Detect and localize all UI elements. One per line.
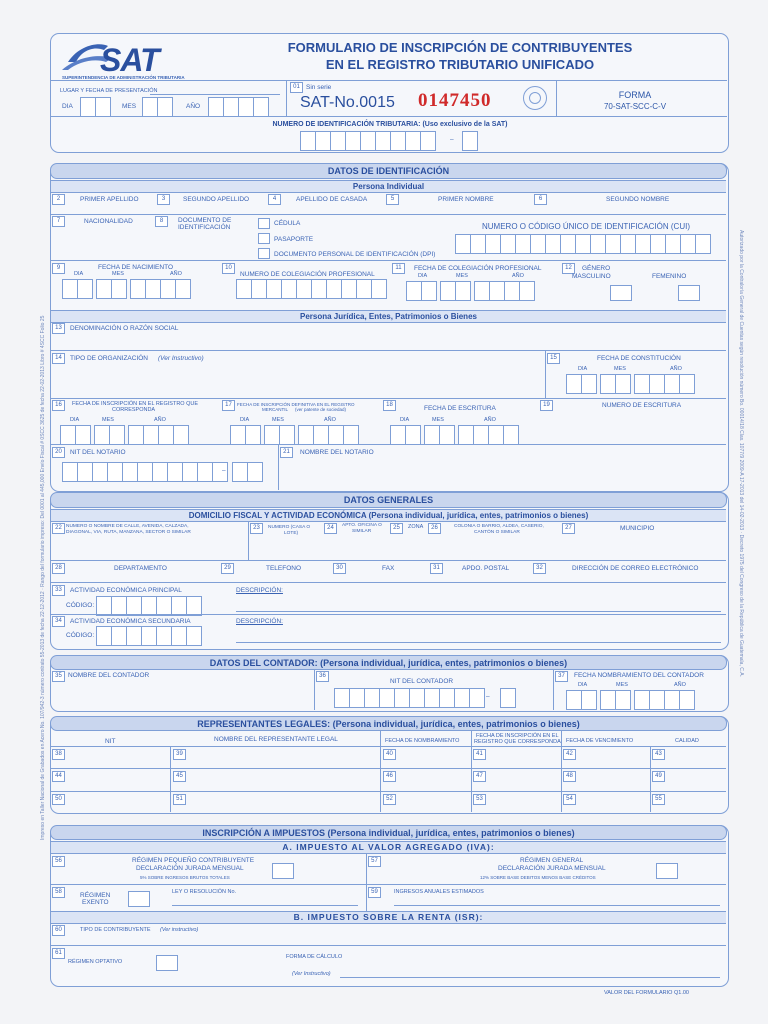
num-colegiacion-label: NUMERO DE COLEGIACIÓN PROFESIONAL: [240, 271, 375, 278]
departamento-label: DEPARTAMENTO: [114, 565, 167, 572]
form-title-2: EN EL REGISTRO TRIBUTARIO UNIFICADO: [325, 57, 595, 72]
tipo-contribuyente-label: TIPO DE CONTRIBUYENTE: [80, 927, 151, 933]
mes-label: MES: [122, 103, 137, 110]
field-29-number: 29: [221, 563, 234, 574]
pasaporte-checkbox[interactable]: [258, 233, 270, 244]
documento-label-1: DOCUMENTO DE: [178, 217, 232, 224]
contador-vline-1: [314, 669, 315, 710]
field-21-number: 21: [280, 447, 293, 458]
nombre-notario-label: NOMBRE DEL NOTARIO: [300, 449, 374, 456]
ingresos-line: [394, 905, 720, 906]
codigo-secundaria-label: CÓDIGO:: [66, 632, 95, 639]
rep-row1-line: [51, 768, 726, 769]
fecha-constitucion-label: FECHA DE CONSTITUCIÓN: [597, 355, 681, 362]
optativo-checkbox[interactable]: [156, 955, 178, 971]
fecha-definitiva-boxes[interactable]: [230, 425, 358, 445]
header-divider: [50, 80, 727, 81]
denominacion-label: DENOMINACIÓN O RAZÓN SOCIAL: [70, 325, 179, 332]
representantes-title: REPRESENTANTES LEGALES: (Persona individual, jurídica, entes, patrimonios o bienes): [50, 716, 727, 731]
desc-secundaria-line: [236, 642, 721, 643]
fecha-contador-label: FECHA NOMBRAMIENTO DEL CONTADOR: [574, 672, 704, 679]
rep-fecha-inscripcion-header-1: FECHA DE INSCRIPCIÓN EN EL: [476, 733, 559, 739]
anio-label: AÑO: [186, 103, 201, 110]
field-39-number: 39: [173, 749, 186, 760]
fecha-inscripcion-boxes[interactable]: [60, 425, 188, 445]
field-25-number: 25: [390, 523, 403, 534]
nit-sat-check-box[interactable]: [462, 131, 477, 151]
general-label-2: DECLARACIÓN JURADA MENSUAL: [498, 865, 606, 872]
colonia-label-1: COLONIA O BARRIO, ALDEA, CASERIO,: [454, 524, 544, 529]
general-label-1: RÉGIMEN GENERAL: [520, 857, 584, 864]
field-45-number: 45: [173, 771, 186, 782]
field-7-number: 7: [52, 216, 65, 227]
field-50-number: 50: [52, 794, 65, 805]
nit-sat-label: NUMERO DE IDENTIFICACIÓN TRIBUTARIA: (Uso exclusivo de la SAT): [272, 121, 508, 128]
pequeno-label-1: RÉGIMEN PEQUEÑO CONTRIBUYENTE: [132, 857, 255, 864]
rep-fecha-nombramiento-header: FECHA DE NOMBRAMIENTO: [385, 738, 460, 744]
field-35-number: 35: [52, 671, 65, 682]
nit-notario-boxes[interactable]: [62, 462, 227, 482]
nit-contador-check-box[interactable]: [500, 688, 515, 708]
primer-nombre-label: PRIMER NOMBRE: [438, 196, 494, 203]
genero-label: GÉNERO: [582, 265, 611, 272]
municipio-label: MUNICIPIO: [620, 525, 655, 532]
col-anio-label: AÑO: [512, 273, 524, 279]
nac-anio-label: AÑO: [170, 271, 182, 277]
dpi-label: DOCUMENTO PERSONAL DE IDENTIFICACIÓN (DPI): [274, 251, 436, 258]
field-37-number: 37: [555, 671, 568, 682]
nit-contador-dash: –: [486, 693, 490, 700]
nac-mes-label: MES: [112, 271, 124, 277]
def-mes-label: MES: [272, 417, 284, 423]
g-row2-line: [51, 582, 726, 583]
def-anio-label: AÑO: [324, 417, 336, 423]
field-36-number: 36: [316, 671, 329, 682]
masculino-label: MASCULINO: [572, 273, 611, 280]
fecha-escritura-boxes[interactable]: [390, 425, 518, 445]
row14-line: [51, 398, 726, 399]
field-52-number: 52: [383, 794, 396, 805]
generales-title: DATOS GENERALES: [50, 492, 727, 508]
field-19-number: 19: [540, 400, 553, 411]
field-17-number: 17: [222, 400, 235, 411]
general-checkbox[interactable]: [656, 863, 678, 879]
dia-label: DIA: [62, 103, 73, 110]
security-seal-inner-icon: [529, 92, 541, 104]
telefono-label: TELEFONO: [266, 565, 302, 572]
esc-dia-label: DIA: [400, 417, 410, 423]
rep-fecha-inscripcion-header-2: REGISTRO QUE CORRESPONDA: [474, 739, 561, 745]
rep-header-line: [51, 746, 726, 747]
cui-label: NUMERO O CÓDIGO ÚNICO DE IDENTIFICACIÓN (CUI): [482, 222, 690, 231]
cont-mes-label: MES: [616, 682, 628, 688]
def-dia-label: DIA: [240, 417, 250, 423]
iva-row-line: [51, 884, 726, 885]
esc-anio-label: AÑO: [484, 417, 496, 423]
field-18-number: 18: [383, 400, 396, 411]
contador-vline-2: [553, 669, 554, 710]
actividad-principal-label: ACTIVIDAD ECONÓMICA PRINCIPAL: [70, 587, 182, 594]
juridica-title: Persona Jurídica, Entes, Patrimonios o Bienes: [51, 310, 726, 323]
actividad-secundaria-label: ACTIVIDAD ECONÓMICA SECUNDARIA: [70, 618, 191, 625]
field-40-number: 40: [383, 749, 396, 760]
insc-anio-label: AÑO: [154, 417, 166, 423]
codigo-principal-boxes[interactable]: [96, 596, 201, 616]
field-13-number: 13: [52, 323, 65, 334]
field-58-number: 58: [52, 887, 65, 898]
fecha-constitucion-boxes[interactable]: [566, 374, 694, 394]
col-mes-label: MES: [456, 273, 468, 279]
header-vdivider-2: [556, 80, 557, 116]
field-44-number: 44: [52, 771, 65, 782]
field-15-number: 15: [547, 353, 560, 364]
nit-contador-label: NIT DEL CONTADOR: [390, 678, 454, 685]
field-48-number: 48: [563, 771, 576, 782]
insc-dia-label: DIA: [70, 417, 80, 423]
descripcion-principal-label: DESCRIPCIÓN:: [236, 587, 283, 594]
field-60-number: 60: [52, 925, 65, 936]
field-49-number: 49: [652, 771, 665, 782]
tipo-organizacion-label: TIPO DE ORGANIZACIÓN: [70, 355, 149, 362]
logo-text: SAT: [100, 42, 159, 78]
nit-notario-check-box[interactable]: [232, 462, 262, 482]
ingresos-label: INGRESOS ANUALES ESTIMADOS: [394, 889, 484, 895]
dpi-checkbox[interactable]: [258, 248, 270, 259]
insc-mes-label: MES: [102, 417, 114, 423]
segundo-nombre-label: SEGUNDO NOMBRE: [606, 196, 670, 203]
fecha-nacimiento-label: FECHA DE NACIMIENTO: [98, 264, 174, 271]
lugar-line: [150, 94, 280, 95]
num-escritura-label: NUMERO DE ESCRITURA: [602, 402, 682, 409]
field-41-number: 41: [473, 749, 486, 760]
femenino-checkbox[interactable]: [678, 285, 700, 301]
field-59-number: 59: [368, 887, 381, 898]
tipo-contribuyente-instructivo: (Ver instructivo): [160, 927, 199, 933]
cont-anio-label: AÑO: [674, 682, 686, 688]
iva-vline: [366, 854, 367, 912]
field-31-number: 31: [430, 563, 443, 574]
persona-individual-title: Persona Individual: [51, 180, 726, 193]
exento-checkbox[interactable]: [128, 891, 150, 907]
cedula-checkbox[interactable]: [258, 218, 270, 229]
cui-boxes[interactable]: [455, 234, 710, 254]
isr-title: B. IMPUESTO SOBRE LA RENTA (ISR):: [51, 911, 726, 924]
field-55-number: 55: [652, 794, 665, 805]
field-28-number: 28: [52, 563, 65, 574]
ley-label: LEY O RESOLUCIÓN No.: [172, 889, 237, 895]
fecha-anio-boxes[interactable]: [208, 97, 268, 117]
domicilio-title: DOMICILIO FISCAL Y ACTIVIDAD ECONÓMICA (Persona individual, jurídica, entes, patrimonios o bienes): [51, 509, 726, 522]
nit-notario-dash: –: [222, 467, 226, 474]
const-mes-label: MES: [614, 366, 626, 372]
field-54-number: 54: [563, 794, 576, 805]
rep-nombre-header: NOMBRE DEL REPRESENTANTE LEGAL: [214, 736, 338, 743]
iva-title: A. IMPUESTO AL VALOR AGREGADO (IVA):: [51, 841, 726, 854]
field-9-number: 9: [52, 263, 65, 274]
codigo-secundaria-boxes[interactable]: [96, 626, 201, 646]
nit-contador-boxes[interactable]: [334, 688, 484, 708]
numero-casa-label-1: NUMERO (CASA O: [268, 525, 311, 530]
fax-label: FAX: [382, 565, 395, 572]
esc-mes-label: MES: [432, 417, 444, 423]
const-dia-label: DIA: [578, 366, 588, 372]
valor-formulario: VALOR DEL FORMULARIO Q1.00: [604, 990, 689, 996]
row2-line: [51, 260, 726, 261]
isr-row-line: [51, 945, 726, 946]
g-vline-23: [248, 522, 249, 560]
row14-vline: [545, 350, 546, 398]
header-divider-2: [50, 116, 727, 117]
pequeno-label-3: 5% SOBRE INGRESOS BRUTOS TOTALES: [140, 875, 230, 880]
colonia-label-2: CANTÓN O SIMILAR: [474, 530, 520, 535]
fecha-inscripcion-label-1: FECHA DE INSCRIPCIÓN EN EL REGISTRO QUE: [72, 401, 199, 407]
field-12-number: 12: [562, 263, 575, 274]
fecha-escritura-label: FECHA DE ESCRITURA: [424, 405, 496, 412]
field-42-number: 42: [563, 749, 576, 760]
field-57-number: 57: [368, 856, 381, 867]
descripcion-secundaria-label: DESCRIPCIÓN:: [236, 618, 283, 625]
row1-line: [51, 214, 726, 215]
nit-notario-label: NIT DEL NOTARIO: [70, 449, 126, 456]
field-27-number: 27: [562, 523, 575, 534]
exento-label: EXENTO: [82, 899, 109, 906]
form-title-1: FORMULARIO DE INSCRIPCIÓN DE CONTRIBUYENTES: [287, 40, 633, 55]
row16-line: [51, 444, 726, 445]
sat-logo: [60, 40, 190, 78]
rep-row2-line: [51, 791, 726, 792]
field-26-number: 26: [428, 523, 441, 534]
field-6-number: 6: [534, 194, 547, 205]
row20-vline: [278, 444, 279, 490]
fecha-dia-boxes[interactable]: [80, 97, 110, 117]
header-vdivider: [286, 80, 287, 116]
codigo-principal-label: CÓDIGO:: [66, 602, 95, 609]
field-10-number: 10: [222, 263, 235, 274]
regimen-label: RÉGIMEN: [80, 892, 111, 899]
field-4-number: 4: [268, 194, 281, 205]
forma-calculo-line: [340, 977, 720, 978]
field-43-number: 43: [652, 749, 665, 760]
apellido-casada-label: APELLIDO DE CASADA: [296, 196, 368, 203]
left-margin-imprint: Impreso en Taller Nacional de Grabados en Acero No. 107/942-3 número contrato 55-2013 de fecha 22-12-2012 · Rango del formulario impreso: Del 0001 al 445,000 Envío Fiscal # 0SCC 3625 de fecha 22-02-2013 Libro # 4SCC Folio 25: [40, 315, 46, 840]
sat-no-label: SAT-No.0015: [300, 94, 395, 111]
impuestos-title: INSCRIPCIÓN A IMPUESTOS (Persona individual, jurídica, entes, patrimonios o bienes): [50, 825, 727, 840]
rep-fecha-vencimiento-header: FECHA DE VENCIMIENTO: [566, 738, 634, 744]
fecha-colegiacion-boxes[interactable]: [406, 281, 534, 301]
identificacion-title: DATOS DE IDENTIFICACIÓN: [50, 163, 727, 179]
field-47-number: 47: [473, 771, 486, 782]
fecha-definitiva-label-1: FECHA DE INSCRIPCIÓN DEFINITIVA EN EL REGISTRO: [237, 402, 355, 407]
cedula-label: CÉDULA: [274, 220, 301, 227]
field-38-number: 38: [52, 749, 65, 760]
field-34-number: 34: [52, 616, 65, 627]
field-8-number: 8: [155, 216, 168, 227]
field-51-number: 51: [173, 794, 186, 805]
zona-label: ZONA: [408, 524, 424, 530]
documento-label-2: IDENTIFICACIÓN: [178, 224, 231, 231]
fecha-definitiva-label-2: MERCANTIL: [262, 407, 289, 412]
lugar-fecha-label: LUGAR Y FECHA DE PRESENTACIÓN: [60, 88, 158, 94]
correo-label: DIRECCIÓN DE CORREO ELECTRÓNICO: [572, 565, 699, 572]
calle-label-2: DIAGONAL, VIA, RUTA, MANZANA, SECTOR O SIMILAR: [66, 530, 191, 535]
col-dia-label: DIA: [418, 273, 428, 279]
field-2-number: 2: [52, 194, 65, 205]
tipo-org-instructivo: (Ver Instructivo): [158, 355, 204, 362]
right-margin-imprint: Autorizado por la Contraloría General de Cuentas según resolución número Bo. 00014/18 Clas. 1077/9 2009-A 17-2013 del 14-02-2013 · Decreto 1975 del Congreso de la República de Guatemala, C.A.: [738, 230, 744, 677]
segundo-apellido-label: SEGUNDO APELLIDO: [183, 196, 250, 203]
const-anio-label: AÑO: [670, 366, 682, 372]
forma-code: 70-SAT-SCC-C-V: [603, 102, 667, 111]
logo-subtitle: SUPERINTENDENCIA DE ADMINISTRACIÓN TRIBUTARIA: [62, 75, 185, 80]
pequeno-checkbox[interactable]: [272, 863, 294, 879]
field-46-number: 46: [383, 771, 396, 782]
field-20-number: 20: [52, 447, 65, 458]
rep-vline-4: [561, 730, 562, 812]
cont-dia-label: DIA: [578, 682, 588, 688]
fecha-nacimiento-boxes[interactable]: [62, 279, 190, 299]
fecha-contador-boxes[interactable]: [566, 690, 694, 710]
rep-nit-header: NIT: [105, 738, 116, 745]
rep-vline-5: [650, 746, 651, 812]
field-32-number: 32: [533, 563, 546, 574]
g-row1-line: [51, 560, 726, 561]
pequeno-label-2: DECLARACIÓN JURADA MENSUAL: [136, 865, 244, 872]
row13-line: [51, 350, 726, 351]
regimen-optativo-label: RÉGIMEN OPTATIVO: [68, 959, 123, 965]
nacionalidad-label: NACIONALIDAD: [84, 218, 133, 225]
num-colegiacion-boxes[interactable]: [236, 279, 386, 299]
field-24-number: 24: [324, 523, 337, 534]
primer-apellido-label: PRIMER APELLIDO: [80, 196, 139, 203]
forma-label: FORMA: [618, 90, 652, 100]
apto-label-1: APTO. OFICINA O: [342, 523, 382, 528]
field-14-number: 14: [52, 353, 65, 364]
forma-calculo-label: FORMA DE CÁLCULO: [286, 954, 343, 960]
field-11-number: 11: [392, 263, 405, 274]
desc-principal-line: [236, 611, 721, 612]
sin-serie-label: Sin serie: [306, 84, 332, 91]
fecha-inscripcion-label-2: CORRESPONDA: [112, 407, 156, 413]
nombre-contador-label: NOMBRE DEL CONTADOR: [68, 672, 150, 679]
field-01-number: 01: [290, 82, 303, 93]
rep-calidad-header: CALIDAD: [675, 738, 699, 744]
field-56-number: 56: [52, 856, 65, 867]
patente-sociedad-label: (ver patente de sociedad): [295, 407, 347, 412]
field-23-number: 23: [250, 523, 263, 534]
general-label-3: 12% SOBRE BASE DEBITOS MENOS BASE CRÉDITOS: [480, 875, 596, 880]
field-33-number: 33: [52, 585, 65, 596]
folio-number: 0147450: [418, 90, 492, 111]
rep-vline-2: [380, 730, 381, 812]
pasaporte-label: PASAPORTE: [274, 236, 314, 243]
field-61-number: 61: [52, 948, 65, 959]
fecha-mes-boxes[interactable]: [142, 97, 172, 117]
nac-dia-label: DIA: [74, 271, 84, 277]
apdo-label: APDO. POSTAL: [462, 565, 510, 572]
ley-line: [172, 905, 358, 906]
rep-vline-3: [471, 730, 472, 812]
fecha-colegiacion-label: FECHA DE COLEGIACIÓN PROFESIONAL: [414, 265, 542, 272]
field-16-number: 16: [52, 400, 65, 411]
field-53-number: 53: [473, 794, 486, 805]
nit-dash: –: [450, 136, 454, 143]
numero-casa-label-2: LOTE): [284, 531, 299, 536]
field-30-number: 30: [333, 563, 346, 574]
field-3-number: 3: [157, 194, 170, 205]
calle-label-1: NUMERO O NOMBRE DE CALLE, AVENIDA, CALZADA,: [66, 524, 189, 529]
nit-sat-boxes[interactable]: [300, 131, 435, 151]
forma-calculo-instructivo: (Ver Instructivo): [292, 971, 331, 977]
field-5-number: 5: [386, 194, 399, 205]
apto-label-2: SIMILAR: [352, 529, 372, 534]
contador-title: DATOS DEL CONTADOR: (Persona individual, jurídica, entes, patrimonios o bienes): [50, 655, 727, 670]
femenino-label: FEMENINO: [652, 273, 687, 280]
rep-vline-1: [170, 746, 171, 812]
field-22-number: 22: [52, 523, 65, 534]
g-row3-line: [51, 614, 726, 615]
masculino-checkbox[interactable]: [610, 285, 632, 301]
